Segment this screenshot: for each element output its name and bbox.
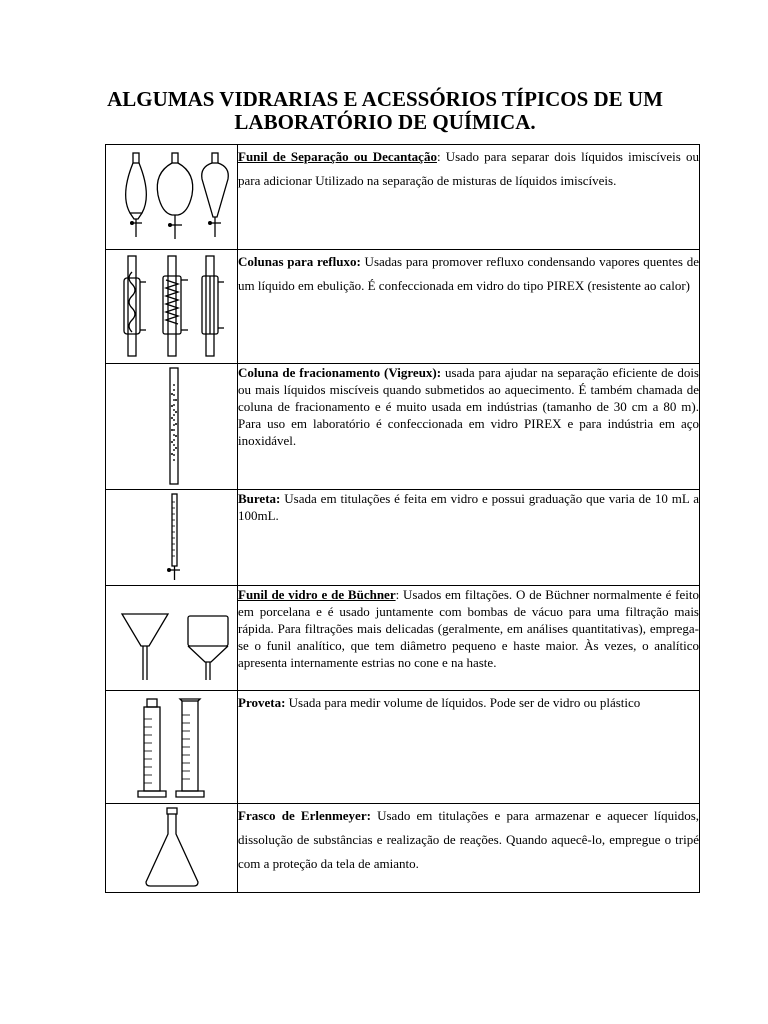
item-description: usada para ajudar na separação eficiente de dois ou mais líquidos miscíveis quando submetidos ao aquecimento. É também chamada de coluna de fracionamento e é muito usada em indústrias (tamanho de 30 cm a 80 m). Para uso em laboratório é confeccionada em vidro PIREX e para indústria em aço inoxidável. [238,365,699,448]
title-line-1: ALGUMAS VIDRARIAS E ACESSÓRIOS TÍPICOS DE UM [107,87,663,111]
image-cell [106,145,238,250]
image-cell [106,490,238,586]
description-cell [238,804,700,893]
item-term: Colunas para refluxo: [238,254,361,269]
item-term: Frasco de Erlenmeyer: [238,808,371,823]
image-cell [106,586,238,691]
item-description: Usados em filtações. O de Büchner normalmente é feito em porcelana e é usado juntamente com bombas de vácuo para uma filtração mais rápida. Para filtrações mais delicadas (geralmente, em análises quantitativas), emprega-se o funil analítico, que tem diâmetro pequeno e haste maior. Às vezes, o analítico apresenta internamente estrias no cone e na haste. [238,587,699,670]
burette-icon [106,490,237,585]
page-title [60,88,710,134]
description-cell [238,586,700,691]
table-row [106,804,700,893]
item-term: Funil de Separação ou Decantação [238,149,437,164]
item-description: Usada em titulações é feita em vidro e possui graduação que varia de 10 mL a 100mL. [238,491,699,523]
description-cell [238,364,700,490]
image-cell [106,804,238,893]
table-row [106,364,700,490]
item-term: Coluna de fracionamento (Vigreux): [238,365,442,380]
item-description: Usadas para promover refluxo condensando vapores quentes de um líquido em ebulição. É confeccionada em vidro do tipo PIREX (resistente ao calor) [238,254,699,293]
image-cell [106,691,238,804]
item-term: Proveta: [238,695,286,710]
reflux-condensers-icon [106,250,237,363]
description-cell [238,691,700,804]
separatory-funnels-icon [106,145,237,249]
description-cell [238,490,700,586]
table-row [106,250,700,364]
title-line-2: LABORATÓRIO DE QUÍMICA. [234,110,536,134]
description-cell [238,250,700,364]
item-term: Funil de vidro e de Büchner [238,587,396,602]
glassware-table [105,144,700,893]
image-cell [106,364,238,490]
item-description: Usada para medir volume de líquidos. Pode ser de vidro ou plástico [285,695,641,710]
item-term-sep: : [436,149,441,164]
item-description: Usado em titulações e para armazenar e aquecer líquidos, dissolução de substâncias e realização de reações. Quando aquecê-lo, empregue o tripé com a proteção da tela de amianto. [238,808,700,871]
item-term: Bureta: [238,491,281,506]
item-term-sep: : [395,587,400,602]
table-row [106,145,700,250]
erlenmeyer-flask-icon [106,804,237,892]
vigreux-column-icon [106,364,237,489]
funnels-icon [106,586,237,690]
table-row [106,691,700,804]
table-row [106,586,700,691]
item-description: Usado para separar dois líquidos imiscíveis ou para adicionar Utilizado na separação de misturas de líquidos imiscíveis. [238,149,699,188]
table-row [106,490,700,586]
graduated-cylinders-icon [106,691,237,803]
image-cell [106,250,238,364]
description-cell [238,145,700,250]
